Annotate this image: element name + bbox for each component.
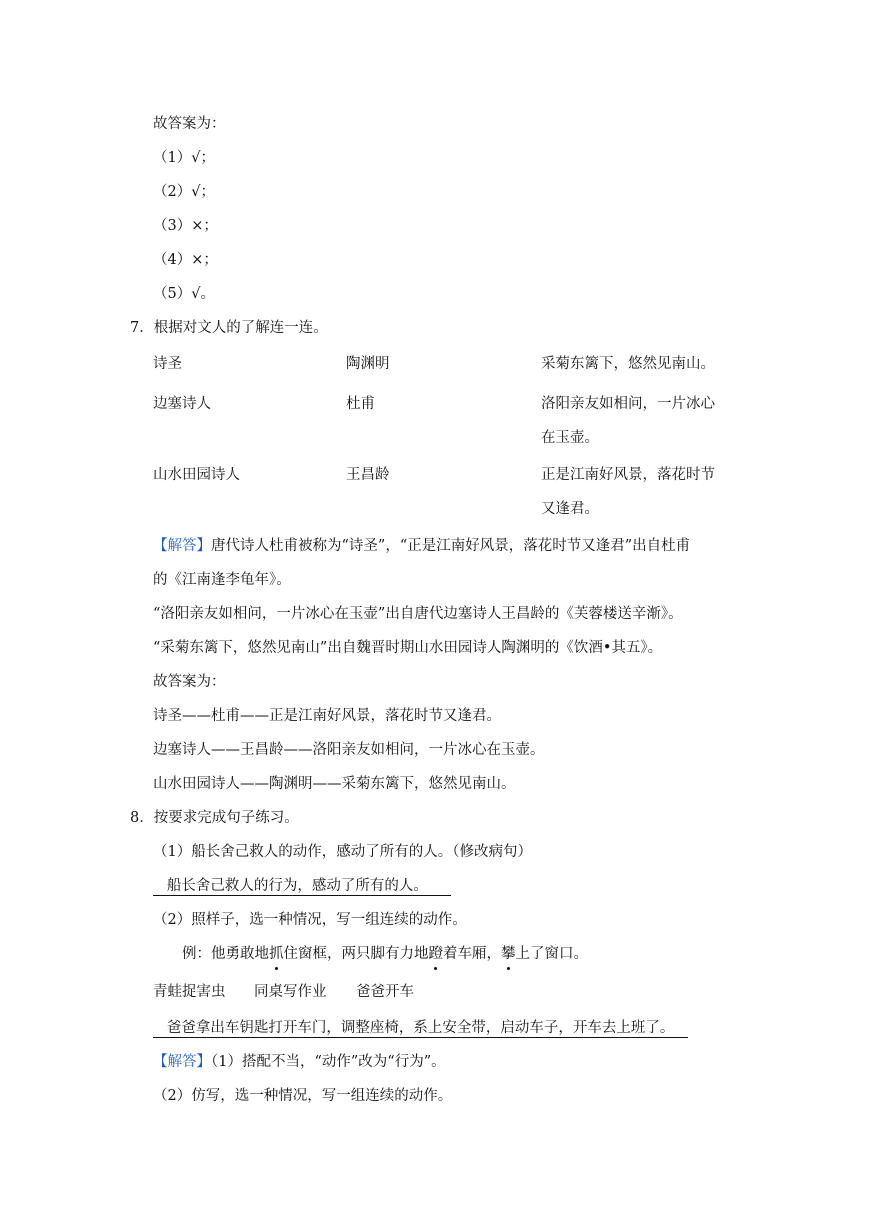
match-col1-cell: 边塞诗人 — [153, 396, 211, 412]
option-item: 爸爸开车 — [356, 984, 414, 1000]
answer-item: （2）√； — [153, 184, 215, 200]
sub-question-prompt: （2）照样子，选一种情况，写一组连续的动作。 — [153, 912, 467, 928]
answer-item: 山水田园诗人——陶渊明——采菊东篱下，悠然见南山。 — [153, 776, 516, 792]
filled-answer: 爸爸拿出车钥匙打开车门，调整座椅，系上安全带，启动车子，开车去上班了。 — [166, 1020, 675, 1036]
solution-paragraph — [153, 536, 690, 556]
emphasis-char: 攀 — [501, 946, 516, 962]
solution-text: 的《江南逢李龟年》。 — [153, 572, 291, 588]
match-col3-cell-cont: 又逢君。 — [541, 501, 599, 517]
match-col3-cell: 洛阳亲友如相问，一片冰心 — [541, 396, 715, 412]
solution-text: （2）仿写，选一种情况，写一组连续的动作。 — [153, 1088, 453, 1104]
sub-question-prompt: （1）船长舍己救人的动作，感动了所有的人。（修改病句） — [153, 844, 532, 860]
emphasis-char: 抓 — [269, 946, 284, 962]
answer-item: 边塞诗人——王昌龄——洛阳亲友如相问，一片冰心在玉壶。 — [153, 742, 545, 758]
question-title: 7．根据对文人的了解连一连。 — [130, 320, 328, 336]
match-col2-cell: 杜甫 — [346, 396, 375, 412]
solution-text: （1）搭配不当，“动作”改为“行为”。 — [211, 1054, 446, 1070]
answer-blank — [153, 876, 451, 896]
example-text: 例：他勇敢地 — [182, 946, 269, 962]
match-col3-cell: 采菊东篱下，悠然见南山。 — [541, 356, 715, 372]
solution-text: “采菊东篱下，悠然见南山”出自魏晋时期山水田园诗人陶渊明的《饮酒•其五》。 — [153, 640, 663, 656]
answer-item: （4）×； — [153, 252, 218, 268]
emphasis-char: 蹬 — [428, 946, 443, 962]
answer-item: 诗圣——杜甫——正是江南好风景，落花时节又逢君。 — [153, 708, 501, 724]
answer-underline — [153, 1020, 688, 1038]
match-col1-cell: 诗圣 — [153, 356, 182, 372]
answer-blank — [153, 1018, 688, 1038]
match-col1-cell: 山水田园诗人 — [153, 467, 240, 483]
example-text: 住窗框，两只脚有力地 — [283, 946, 429, 962]
match-col2-cell: 王昌龄 — [346, 467, 390, 483]
question-title: 8．按要求完成句子练习。 — [130, 810, 299, 826]
example-text: 着车厢， — [443, 946, 501, 962]
answer-underline — [153, 878, 451, 896]
solution-tag: 【解答】 — [153, 1054, 211, 1070]
answer-heading: 故答案为： — [153, 116, 226, 132]
answer-item: （1）√； — [153, 150, 215, 166]
answer-item: （3）×； — [153, 218, 218, 234]
example-text: 上了窗口。 — [515, 946, 588, 962]
answer-item: （5）√。 — [153, 286, 215, 302]
example-sentence — [182, 944, 588, 964]
solution-paragraph — [153, 1052, 446, 1072]
match-col2-cell: 陶渊明 — [346, 356, 390, 372]
solution-tag: 【解答】 — [153, 538, 211, 554]
filled-answer: 船长舍己救人的行为，感动了所有的人。 — [166, 878, 428, 894]
solution-text: 唐代诗人杜甫被称为“诗圣”，“正是江南好风景，落花时节又逢君”出自杜甫 — [211, 538, 691, 554]
option-item: 同桌写作业 — [254, 984, 327, 1000]
answer-heading: 故答案为： — [153, 674, 226, 690]
solution-text: “洛阳亲友如相问，一片冰心在玉壶”出自唐代边塞诗人王昌龄的《芙蓉楼送辛渐》。 — [153, 606, 683, 622]
match-col3-cell: 正是江南好风景，落花时节 — [541, 467, 715, 483]
option-item: 青蛙捉害虫 — [153, 984, 226, 1000]
match-col3-cell-cont: 在玉壶。 — [541, 430, 599, 446]
